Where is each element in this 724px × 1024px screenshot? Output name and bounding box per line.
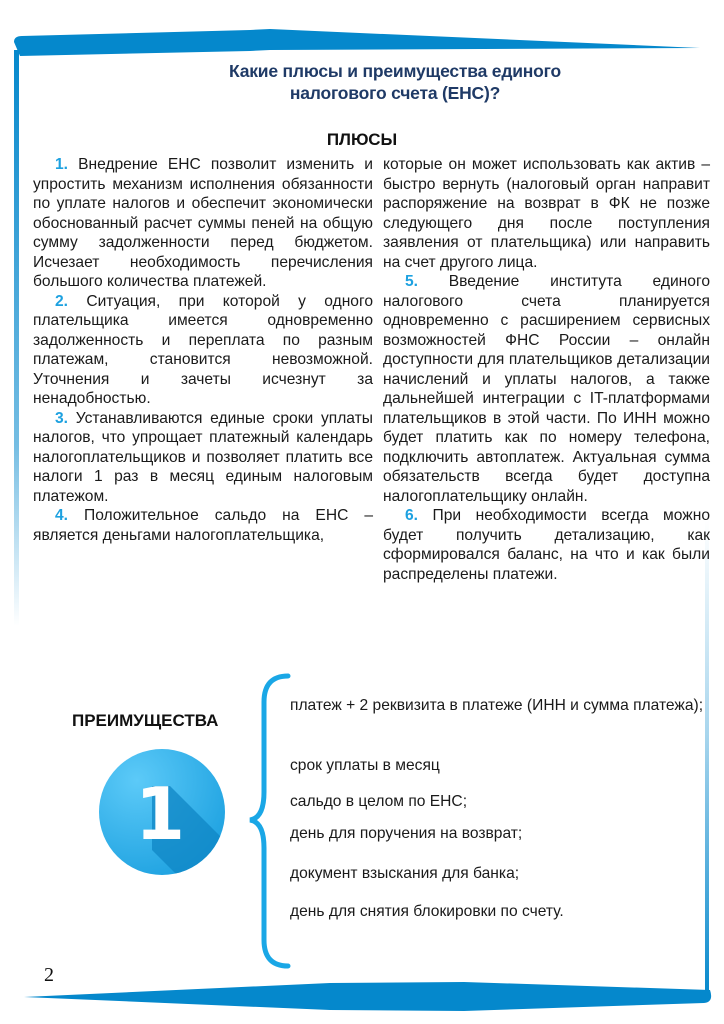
title-line-1: Какие плюсы и преимущества единого	[229, 61, 561, 81]
advantages-heading: ПРЕИМУЩЕСТВА	[72, 711, 219, 730]
plus-item-4	[33, 506, 373, 545]
left-border-line	[14, 50, 19, 770]
plus-item-1	[33, 155, 373, 292]
top-swoosh	[14, 29, 700, 56]
pluses-column-right	[383, 155, 710, 584]
plus-item-3	[33, 409, 373, 507]
title-line-2: налогового счета (ЕНС)?	[289, 83, 501, 103]
bottom-swoosh	[24, 982, 711, 1011]
plus-number-3: 3.	[55, 409, 69, 427]
plus-text-1: Внедрение ЕНС позволит изменить и упростить механизм исполнения обязанности по уплате налогов и обеспечит экономически обоснованный расчет суммы пеней на общую сумму задолженности перед бюджетом. Исчезает необходимость перечисления большого количества платежей.	[33, 156, 373, 290]
plus-number-6: 6.	[405, 507, 419, 524]
plus-text-2: Ситуация, при которой у одного плательщика имеется одновременно задолженность и переплата по разным платежам, становится невозможной. Уточнения и зачеты исчезнут за ненадобностью.	[33, 292, 373, 407]
plus-item-2	[33, 292, 373, 409]
plus-text-6: При необходимости всегда можно будет получить детализацию, как сформировался баланс, на что и как были распределены платежи.	[383, 507, 710, 583]
pluses-column-left	[33, 155, 373, 545]
page-title	[160, 60, 630, 104]
plus-number-2: 2.	[55, 292, 69, 310]
advantage-item-2: срок уплаты в месяц	[290, 757, 440, 774]
plus-item-4-continued: которые он может использовать как актив – быстро вернуть (налоговый орган направит распоряжение на возврат в ФК не позже следующего дня после поступления заявления от плательщика) или направить на счет другого лица.	[383, 156, 710, 271]
advantage-item-4: день для поручения на возврат;	[290, 825, 523, 842]
number-one-badge-icon	[96, 746, 228, 878]
plus-text-3: Устанавливаются единые сроки уплаты налогов, что упрощает платежный календарь налогоплательщиков и позволяет платить все налоги 1 раз в месяц единым налоговым платежом.	[33, 409, 373, 505]
advantage-item-5: документ взыскания для банка;	[290, 865, 520, 882]
advantage-item-6: день для снятия блокировки по счету.	[290, 903, 564, 920]
page-number: 2	[44, 964, 54, 986]
plus-number-1: 1.	[55, 156, 69, 173]
plus-text-5: Введение института единого налогового счета планируется одновременно с расширением сервисных возможностей ФНС России – онлайн доступности для плательщиков детализации начислений и уплаты налогов, а также дальнейшей интеграции с IT-платформами плательщиков в этой части. По ИНН можно будет платить как по номеру телефона, подключить автоплатеж. Актуальная сумма обязательств всегда будет доступна налогоплательщику онлайн.	[383, 273, 710, 505]
plus-item-5	[383, 272, 710, 506]
badge-number: 1	[134, 772, 186, 856]
pluses-heading: ПЛЮСЫ	[326, 130, 398, 149]
plus-number-4: 4.	[55, 507, 69, 524]
plus-number-5: 5.	[405, 273, 419, 290]
plus-item-6	[383, 506, 710, 584]
plus-text-4: Положительное сальдо на ЕНС – является деньгами налогоплательщика,	[33, 507, 373, 544]
advantage-item-3: сальдо в целом по ЕНС;	[290, 793, 468, 810]
advantage-item-1: платеж + 2 реквизита в платеже (ИНН и сумма платежа);	[290, 697, 704, 714]
curly-brace	[244, 672, 294, 970]
